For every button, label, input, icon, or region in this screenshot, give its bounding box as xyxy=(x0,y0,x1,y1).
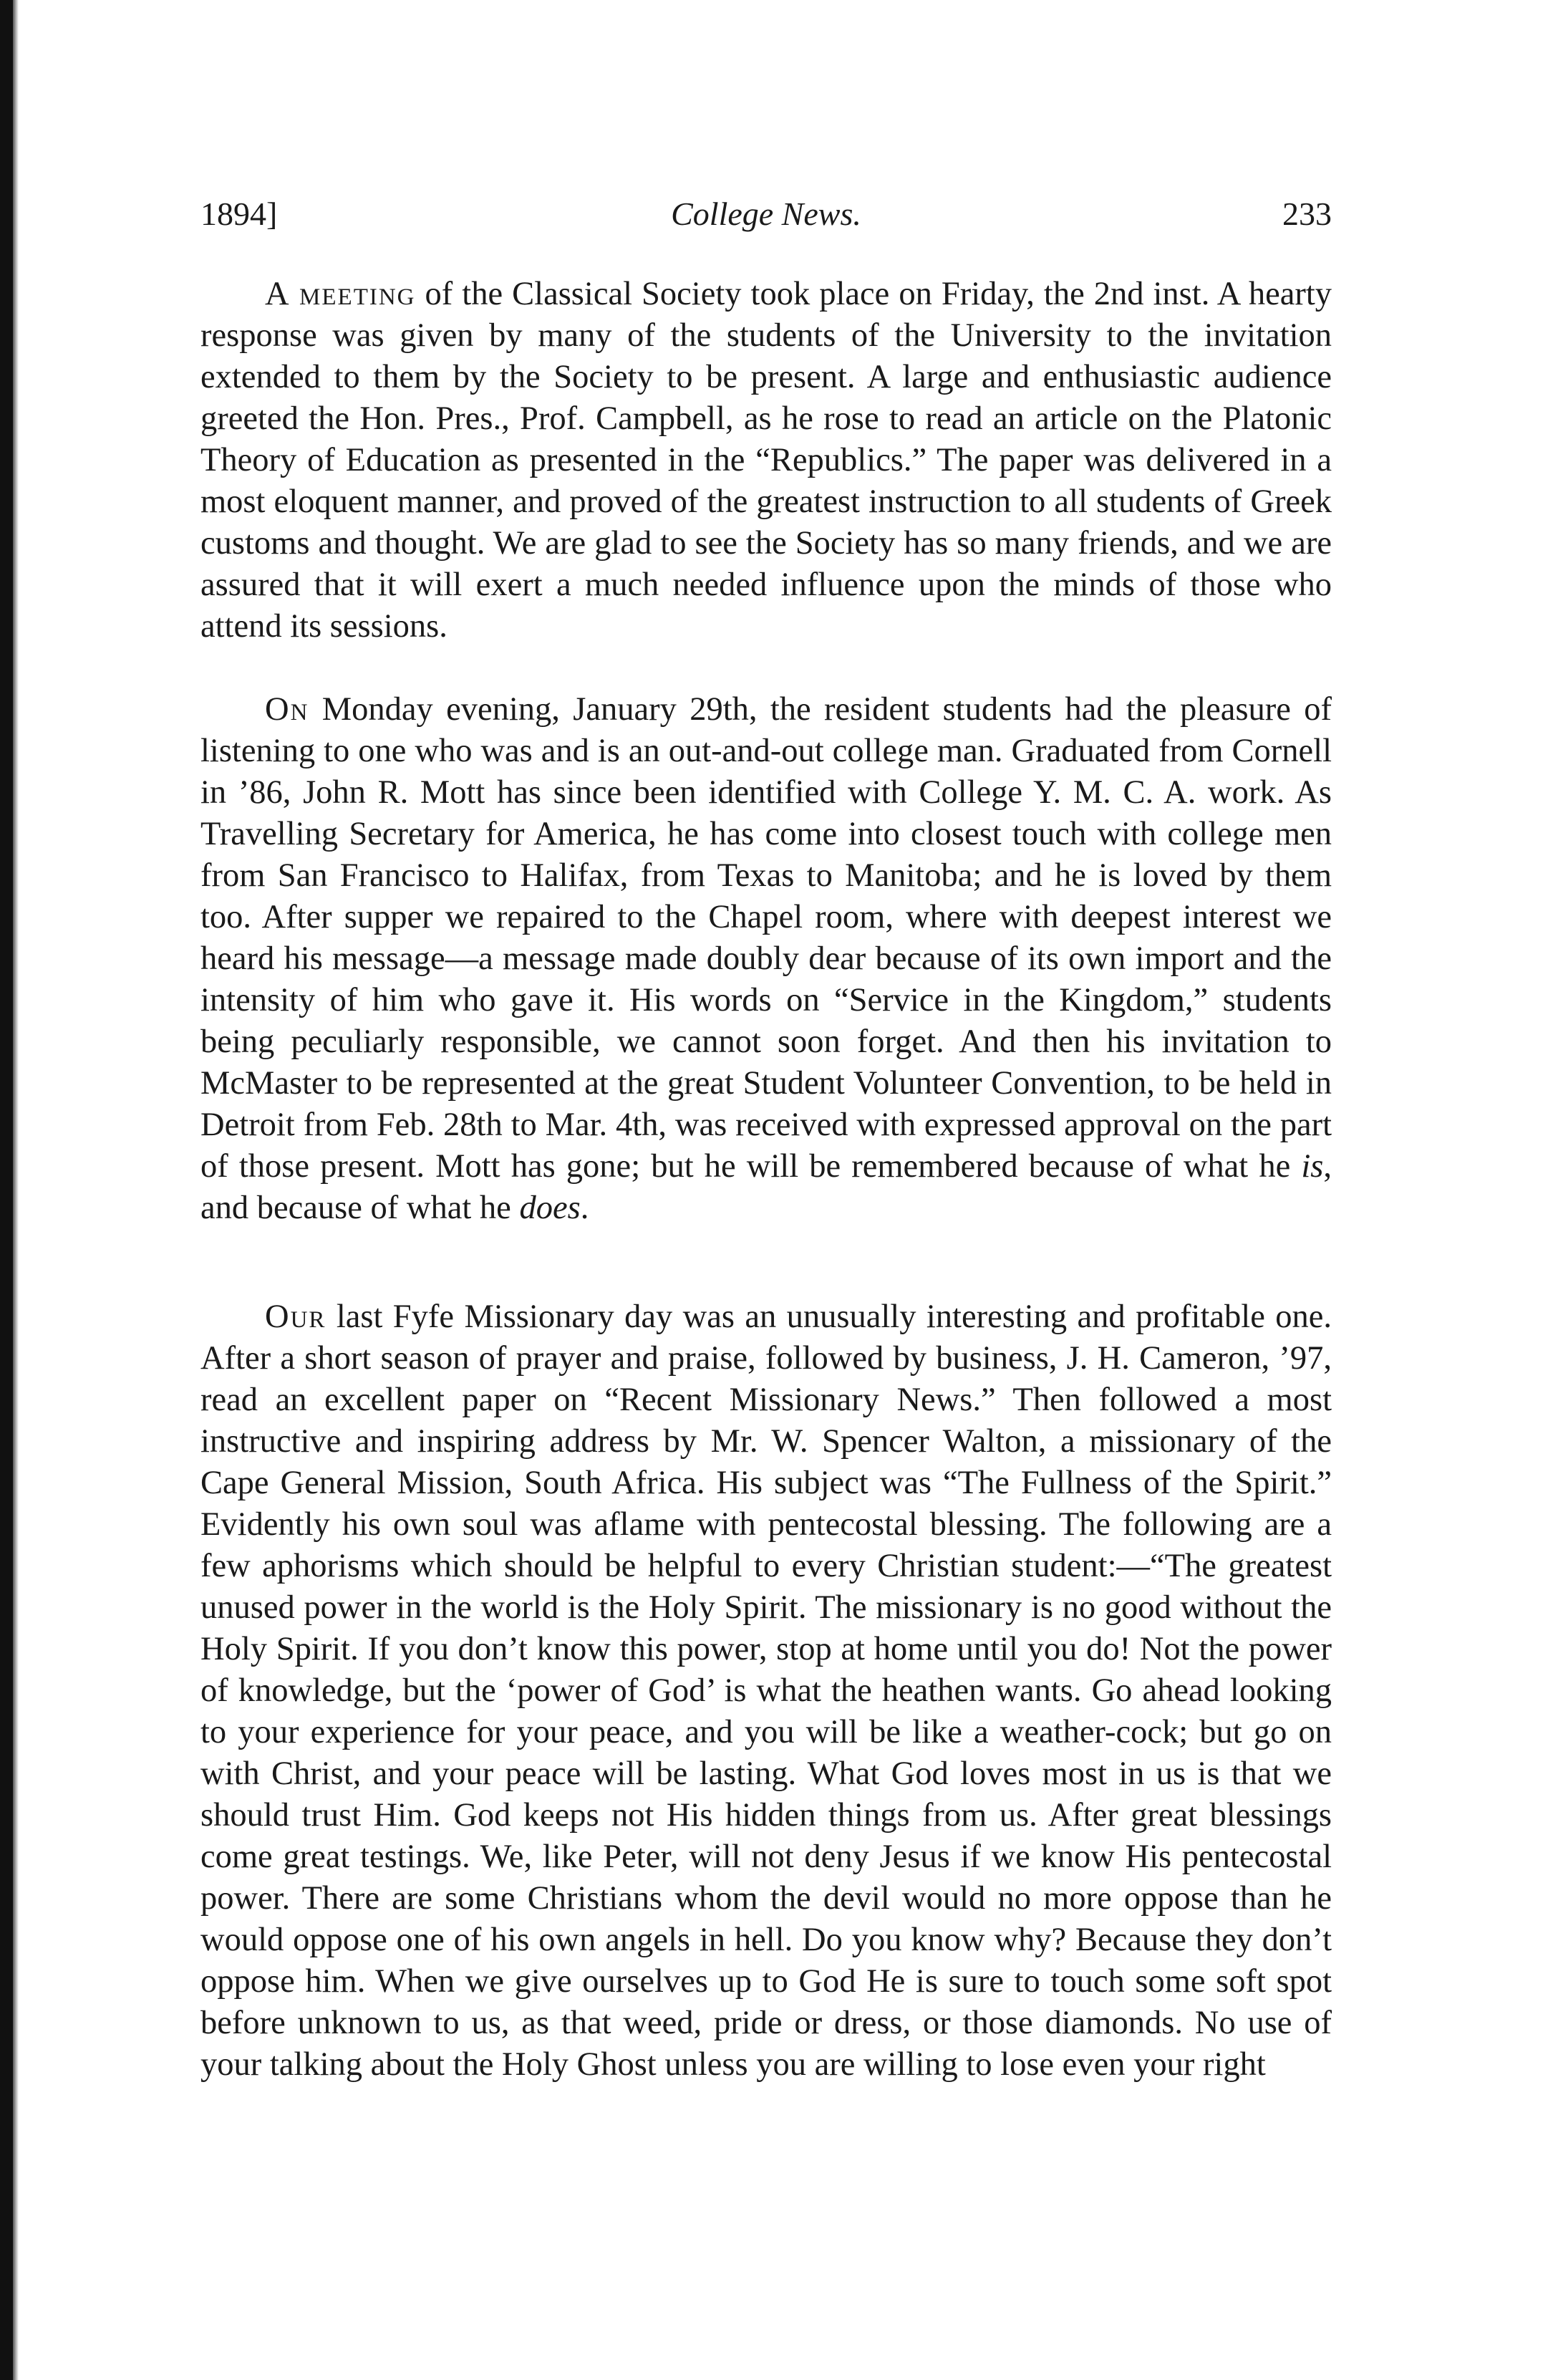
header-year: 1894] xyxy=(200,196,278,232)
article-mott-visit xyxy=(200,689,1332,1229)
article-lead: Our xyxy=(265,1299,326,1335)
article-body-continued: , and because of what he xyxy=(200,1148,1332,1226)
scan-binding-shadow xyxy=(13,0,19,2380)
page-number: 233 xyxy=(1282,196,1332,232)
article-lead: A meeting xyxy=(265,276,416,312)
article-body: Monday evening, January 29th, the resident students had the pleasure of listening to one who was and is an out-and-out college man. Graduated from Cornell in ’86, John R. Mott has since been identified with College Y. M. C. A. work. As Travelling Secretary for America, he has come into closest touch with college men from San Francisco to Halifax, from Texas to Manitoba; and he is loved by them too. After supper we repaired to the Chapel room, where with deepest interest we heard his message—a message made doubly dear because of its own import and the intensity of him who gave it. His words on “Service in the Kingdom,” students being peculiarly responsible, we cannot soon forget. And then his invitation to McMaster to be represented at the great Student Volunteer Convention, to be held in Detroit from Feb. 28th to Mar. 4th, was received with expressed approval on the part of those present. Mott has gone; but he will be remembered because of what he xyxy=(200,691,1332,1185)
article-missionary-day xyxy=(200,1296,1332,2086)
italic-word: does xyxy=(519,1190,581,1226)
article-body-end: . xyxy=(580,1190,589,1226)
article-lead: On xyxy=(265,691,309,728)
article-classical-society xyxy=(200,274,1332,647)
italic-word: is xyxy=(1301,1148,1324,1185)
running-title: College News. xyxy=(671,196,861,232)
page-header xyxy=(200,195,1332,245)
scan-binding-edge xyxy=(0,0,13,2380)
article-body: last Fyfe Missionary day was an unusually interesting and profitable one. After a short season of prayer and praise, followed by business, J. H. Cameron, ’97, read an excellent paper on “Recent Missionary News.” Then followed a most instructive and inspiring address by Mr. W. Spencer Walton, a missionary of the Cape General Mission, South Africa. His subject was “The Fullness of the Spirit.” Evidently his own soul was aflame with pentecostal blessing. The following are a few aphorisms which should be helpful to every Christian student:—“The greatest unused power in the world is the Holy Spirit. The missionary is no good without the Holy Spirit. If you don’t know this power, stop at home until you do! Not the power of knowledge, but the ‘power of God’ is what the heathen wants. Go ahead looking to your experience for your peace, and you will be like a weather-cock; but go on with Christ, and your peace will be lasting. What God loves most in us is that we should trust Him. God keeps not His hidden things from us. After great blessings come great testings. We, like Peter, will not deny Jesus if we know His pentecostal power. There are some Christians whom the devil would no more oppose than he would oppose one of his own angels in hell. Do you know why? Because they don’t oppose him. When we give ourselves up to God He is sure to touch some soft spot before unknown to us, as that weed, pride or dress, or those diamonds. No use of your talking about the Holy Ghost unless you are willing to lose even your right xyxy=(200,1299,1332,2083)
article-body: of the Classical Society took place on Friday, the 2nd inst. A hearty response was given by many of the students of the University to the invitation extended to them by the Society to be present. A large and enthusiastic audience greeted the Hon. Pres., Prof. Campbell, as he rose to read an article on the Platonic Theory of Education as presented in the “Republics.” The paper was delivered in a most eloquent manner, and proved of the greatest instruction to all students of Greek customs and thought. We are glad to see the Society has so many friends, and we are assured that it will exert a much needed influence upon the minds of those who attend its sessions. xyxy=(200,276,1332,645)
